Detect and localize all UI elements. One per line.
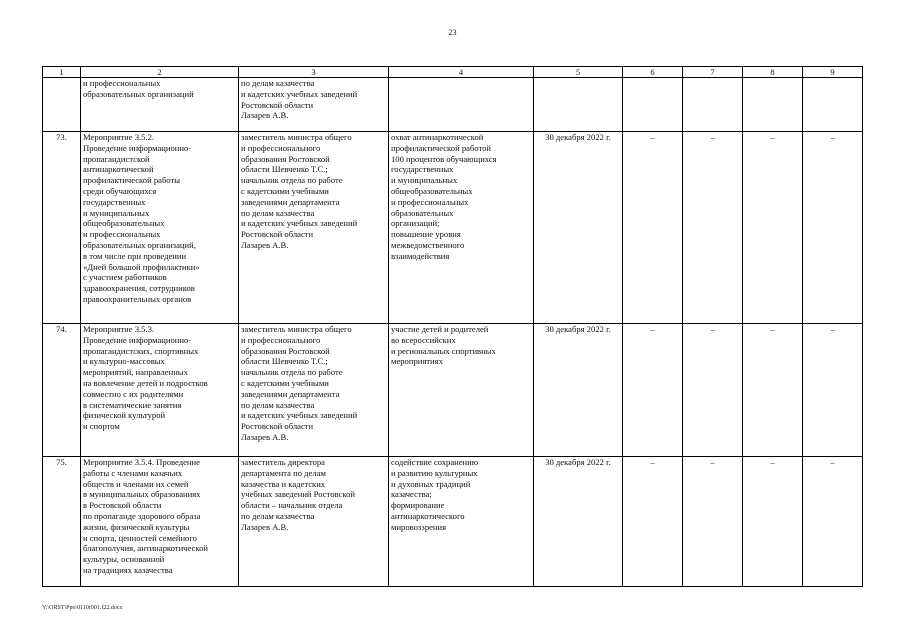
column-header: 5 [534, 67, 623, 78]
responsible-person: заместитель директора департамента по делам казачества и кадетских учебных заведений Ростовской области – начальник отдела по делам казачества Лазарев А.В. [241, 457, 355, 532]
deadline: 30 декабря 2022 г. [534, 457, 623, 587]
header-row [43, 67, 863, 78]
row-number: 74. [43, 324, 81, 457]
continuation-row [43, 78, 863, 132]
deadline: 30 декабря 2022 г. [534, 324, 623, 457]
measures-table [42, 66, 863, 587]
value-cell: – [683, 457, 743, 587]
responsible-person: заместитель министра общего и профессионального образования Ростовской области Шевченко Т.С.; начальник отдела по работе с кадетскими учебными заведениями департамента по делам казачества и кадетских учебных заведений Ростовской области Лазарев А.В. [241, 132, 358, 250]
page-number: 23 [448, 28, 457, 37]
value-cell: – [623, 132, 683, 324]
table-row [43, 457, 863, 587]
expected-result: содействие сохранению и развитию культурных и духовных традиций казачества; формирование антинаркотического мировоззрения [391, 457, 479, 532]
value-cell: – [803, 457, 863, 587]
expected-result: участие детей и родителей во всероссийских и региональных спортивных мероприятиях [391, 324, 496, 367]
value-cell: – [743, 132, 803, 324]
event-description: и профессиональных образовательных организаций [83, 78, 194, 99]
column-header: 1 [43, 67, 81, 78]
value-cell: – [803, 132, 863, 324]
table-row [43, 324, 863, 457]
value-cell: – [683, 132, 743, 324]
column-header: 7 [683, 67, 743, 78]
value-cell: – [743, 457, 803, 587]
table-row [43, 132, 863, 324]
column-header: 6 [623, 67, 683, 78]
value-cell: – [683, 324, 743, 457]
responsible-person: заместитель министра общего и профессионального образования Ростовской области Шевченко Т.С.; начальник отдела по работе с кадетскими учебными заведениями департамента по делам казачества и кадетских учебных заведений Ростовской области Лазарев А.В. [241, 324, 358, 442]
column-header: 4 [389, 67, 534, 78]
value-cell: – [623, 457, 683, 587]
row-number: 73. [43, 132, 81, 324]
value-cell: – [803, 324, 863, 457]
value-cell: – [623, 324, 683, 457]
column-header: 9 [803, 67, 863, 78]
column-header: 8 [743, 67, 803, 78]
event-description: Мероприятие 3.5.3. Проведение информационно- пропагандистских, спортивных и культурно-массовых мероприятий, направленных на вовлечение детей и подростков совместно с их родителями в систематические занятия физической культурой и спортом [83, 324, 208, 432]
event-description: Мероприятие 3.5.4. Проведение работы с членами казачьих обществ и членами их семей в муниципальных образованиях в Ростовской области по пропаганде здорового образа жизни, физической культуры и спорта, ценностей семейного благополучия, антинаркотической культуры, основанной на традициях казачества [83, 457, 208, 575]
value-cell: – [743, 324, 803, 457]
file-path-footer: Y:\ORST\Ppo\0110r001.f22.docx [42, 605, 123, 611]
column-header: 2 [81, 67, 239, 78]
deadline: 30 декабря 2022 г. [534, 132, 623, 324]
responsible-person: по делам казачества и кадетских учебных заведений Ростовской области Лазарев А.В. [241, 78, 358, 121]
event-description: Мероприятие 3.5.2. Проведение информационно- пропагандистской антинаркотической профилактической работы среди обучающихся государственных и муниципальных общеобразовательных и профессиональных образовательных организаций, в том числе при проведении «Дней большой профилактики» с участием работников здравоохранения, сотрудников правоохранительных органов [83, 132, 200, 304]
expected-result: охват антинаркотической профилактической работой 100 процентов обучающихся государственных и муниципальных общеобразовательных и профессиональных образовательных организаций; повышение уровня межведомственного взаимодействия [391, 132, 497, 261]
row-number: 75. [43, 457, 81, 587]
column-header: 3 [239, 67, 389, 78]
